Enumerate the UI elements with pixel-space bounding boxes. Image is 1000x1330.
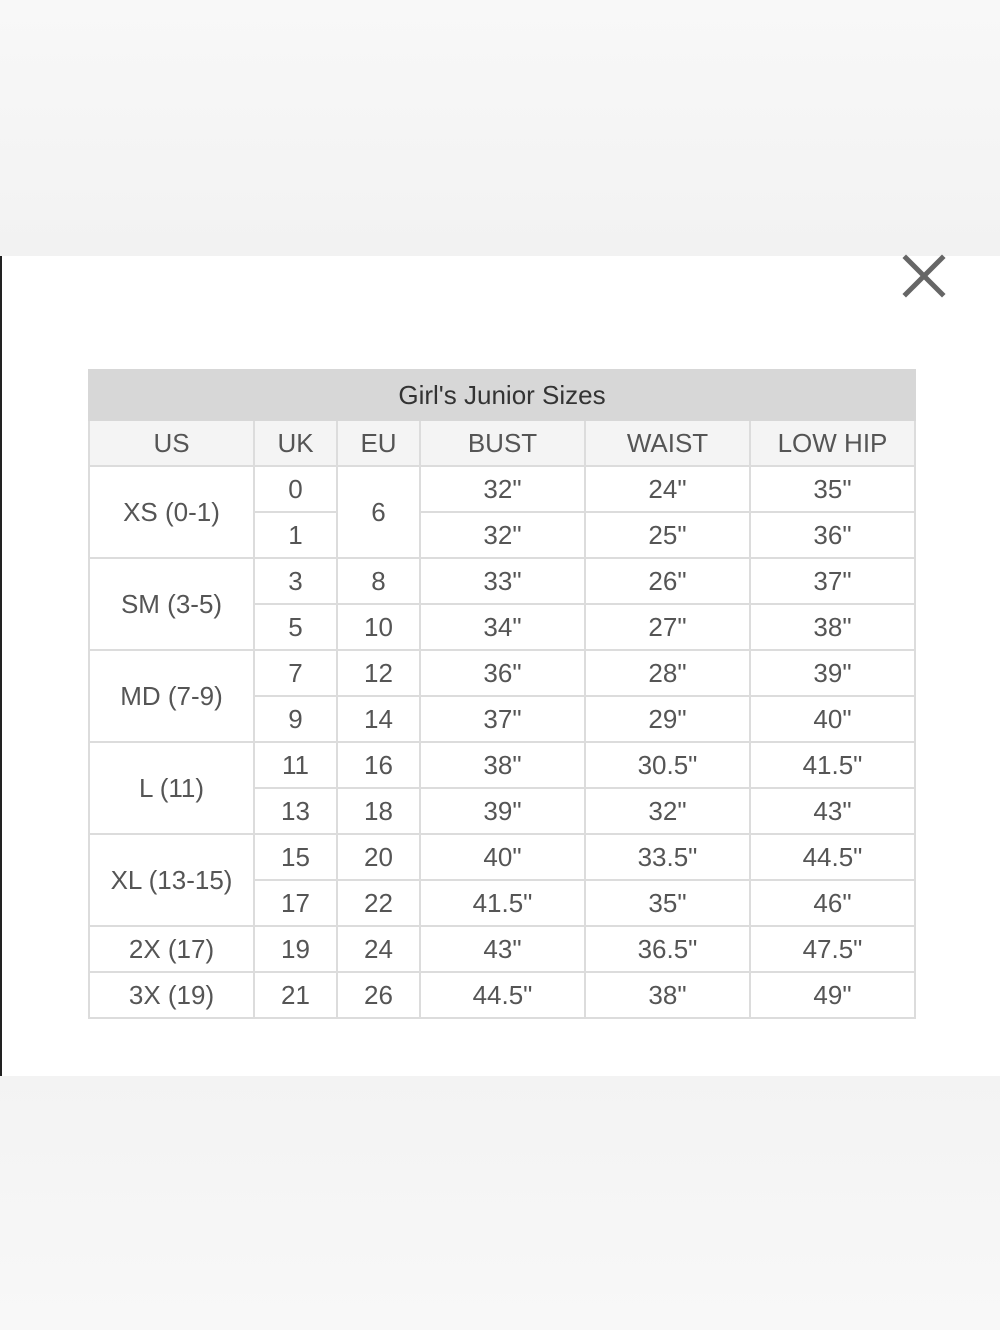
bust-cell: 41.5" bbox=[420, 880, 585, 926]
bust-cell: 32" bbox=[420, 512, 585, 558]
us-size-cell: XL (13-15) bbox=[89, 834, 254, 926]
eu-size-cell: 26 bbox=[337, 972, 420, 1018]
header-bust: BUST bbox=[420, 420, 585, 466]
waist-cell: 24" bbox=[585, 466, 750, 512]
uk-size-cell: 11 bbox=[254, 742, 337, 788]
eu-size-cell: 20 bbox=[337, 834, 420, 880]
eu-size-cell: 8 bbox=[337, 558, 420, 604]
us-size-cell: SM (3-5) bbox=[89, 558, 254, 650]
uk-size-cell: 5 bbox=[254, 604, 337, 650]
backdrop-bottom bbox=[0, 1076, 1000, 1330]
eu-size-cell: 24 bbox=[337, 926, 420, 972]
waist-cell: 32" bbox=[585, 788, 750, 834]
us-size-cell: 3X (19) bbox=[89, 972, 254, 1018]
eu-size-cell: 10 bbox=[337, 604, 420, 650]
eu-size-cell: 16 bbox=[337, 742, 420, 788]
bust-cell: 33" bbox=[420, 558, 585, 604]
backdrop-top bbox=[0, 0, 1000, 256]
waist-cell: 25" bbox=[585, 512, 750, 558]
uk-size-cell: 13 bbox=[254, 788, 337, 834]
bust-cell: 43" bbox=[420, 926, 585, 972]
waist-cell: 33.5" bbox=[585, 834, 750, 880]
low-hip-cell: 39" bbox=[750, 650, 915, 696]
eu-size-cell: 6 bbox=[337, 466, 420, 558]
bust-cell: 38" bbox=[420, 742, 585, 788]
waist-cell: 38" bbox=[585, 972, 750, 1018]
header-waist: WAIST bbox=[585, 420, 750, 466]
us-size-cell: L (11) bbox=[89, 742, 254, 834]
uk-size-cell: 21 bbox=[254, 972, 337, 1018]
low-hip-cell: 43" bbox=[750, 788, 915, 834]
header-eu: EU bbox=[337, 420, 420, 466]
bust-cell: 37" bbox=[420, 696, 585, 742]
header-uk: UK bbox=[254, 420, 337, 466]
size-chart-table bbox=[88, 369, 916, 1019]
uk-size-cell: 9 bbox=[254, 696, 337, 742]
low-hip-cell: 41.5" bbox=[750, 742, 915, 788]
us-size-cell: XS (0-1) bbox=[89, 466, 254, 558]
low-hip-cell: 49" bbox=[750, 972, 915, 1018]
header-row bbox=[89, 420, 915, 466]
table-row bbox=[89, 742, 915, 788]
close-icon bbox=[898, 252, 950, 300]
eu-size-cell: 14 bbox=[337, 696, 420, 742]
low-hip-cell: 47.5" bbox=[750, 926, 915, 972]
waist-cell: 35" bbox=[585, 880, 750, 926]
bust-cell: 34" bbox=[420, 604, 585, 650]
table-row bbox=[89, 834, 915, 880]
waist-cell: 36.5" bbox=[585, 926, 750, 972]
eu-size-cell: 18 bbox=[337, 788, 420, 834]
uk-size-cell: 19 bbox=[254, 926, 337, 972]
bust-cell: 39" bbox=[420, 788, 585, 834]
table-row bbox=[89, 650, 915, 696]
uk-size-cell: 3 bbox=[254, 558, 337, 604]
waist-cell: 28" bbox=[585, 650, 750, 696]
low-hip-cell: 38" bbox=[750, 604, 915, 650]
uk-size-cell: 17 bbox=[254, 880, 337, 926]
uk-size-cell: 7 bbox=[254, 650, 337, 696]
uk-size-cell: 0 bbox=[254, 466, 337, 512]
table-title: Girl's Junior Sizes bbox=[89, 370, 915, 420]
waist-cell: 26" bbox=[585, 558, 750, 604]
bust-cell: 32" bbox=[420, 466, 585, 512]
low-hip-cell: 44.5" bbox=[750, 834, 915, 880]
eu-size-cell: 22 bbox=[337, 880, 420, 926]
header-us: US bbox=[89, 420, 254, 466]
low-hip-cell: 35" bbox=[750, 466, 915, 512]
bust-cell: 44.5" bbox=[420, 972, 585, 1018]
waist-cell: 27" bbox=[585, 604, 750, 650]
table-row bbox=[89, 558, 915, 604]
eu-size-cell: 12 bbox=[337, 650, 420, 696]
us-size-cell: 2X (17) bbox=[89, 926, 254, 972]
uk-size-cell: 1 bbox=[254, 512, 337, 558]
waist-cell: 30.5" bbox=[585, 742, 750, 788]
bust-cell: 40" bbox=[420, 834, 585, 880]
table-row bbox=[89, 972, 915, 1018]
table-row bbox=[89, 926, 915, 972]
bust-cell: 36" bbox=[420, 650, 585, 696]
low-hip-cell: 36" bbox=[750, 512, 915, 558]
us-size-cell: MD (7-9) bbox=[89, 650, 254, 742]
waist-cell: 29" bbox=[585, 696, 750, 742]
uk-size-cell: 15 bbox=[254, 834, 337, 880]
low-hip-cell: 37" bbox=[750, 558, 915, 604]
low-hip-cell: 40" bbox=[750, 696, 915, 742]
close-button[interactable] bbox=[898, 252, 950, 300]
table-row bbox=[89, 466, 915, 512]
header-low-hip: LOW HIP bbox=[750, 420, 915, 466]
low-hip-cell: 46" bbox=[750, 880, 915, 926]
